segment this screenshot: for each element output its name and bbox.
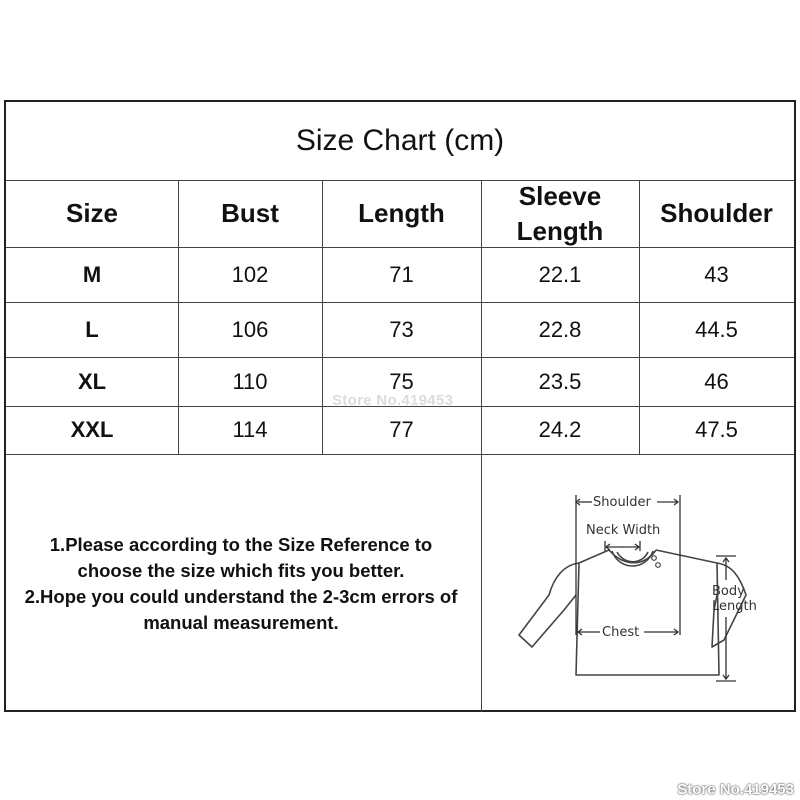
- label-body: Body: [712, 584, 745, 599]
- label-shoulder: Shoulder: [593, 495, 651, 510]
- header-sleeve-length: [481, 180, 639, 247]
- label-chest: Chest: [602, 625, 640, 640]
- header-sleeve-line2: Length: [516, 215, 604, 246]
- watermark-bottom: Store No.419453: [677, 781, 794, 798]
- note-line: 1.Please according to the Size Reference to: [49, 534, 433, 555]
- neck-width-measure-icon: [605, 541, 640, 551]
- button-icon: [656, 563, 661, 568]
- header-size: Size: [65, 198, 119, 228]
- cell-bust: 110: [232, 368, 268, 394]
- button-icon: [652, 556, 657, 561]
- label-neck-width: Neck Width: [586, 523, 661, 538]
- header-length: Length: [358, 198, 445, 228]
- cell-length: 75: [389, 368, 414, 394]
- grid-line: [6, 454, 794, 455]
- cell-size: L: [85, 316, 99, 342]
- cell-size: XL: [77, 368, 107, 394]
- cell-shoulder: 47.5: [695, 417, 738, 442]
- header-sleeve-line1: Sleeve: [518, 180, 602, 211]
- cell-sleeve-length: 23.5: [538, 368, 582, 394]
- cell-shoulder: 46: [704, 368, 729, 394]
- header-bust: Bust: [221, 198, 279, 228]
- size-chart-title: Size Chart (cm): [6, 102, 794, 181]
- cell-bust: 102: [231, 261, 269, 287]
- cell-sleeve-length: 22.1: [538, 261, 582, 287]
- sweater-measurement-diagram: [514, 485, 774, 700]
- note-line: choose the size which fits you better.: [77, 560, 405, 581]
- cell-length: 77: [389, 417, 414, 442]
- note-line: manual measurement.: [143, 612, 339, 633]
- note-line: 2.Hope you could understand the 2-3cm errors of: [24, 586, 458, 607]
- header-shoulder: Shoulder: [660, 198, 773, 228]
- cell-shoulder: 43: [704, 261, 729, 287]
- cell-sleeve-length: 22.8: [538, 316, 582, 342]
- cell-size: M: [82, 261, 102, 287]
- label-length: Length: [712, 599, 757, 614]
- watermark-middle: Store No.419453: [332, 392, 454, 409]
- cell-length: 73: [389, 316, 414, 342]
- cell-sleeve-length: 24.2: [538, 417, 582, 442]
- cell-length: 71: [389, 261, 414, 287]
- cell-bust: 106: [231, 316, 269, 342]
- size-notes: [6, 532, 476, 636]
- cell-bust: 114: [232, 417, 268, 442]
- cell-size: XXL: [70, 417, 114, 442]
- cell-shoulder: 44.5: [695, 316, 738, 342]
